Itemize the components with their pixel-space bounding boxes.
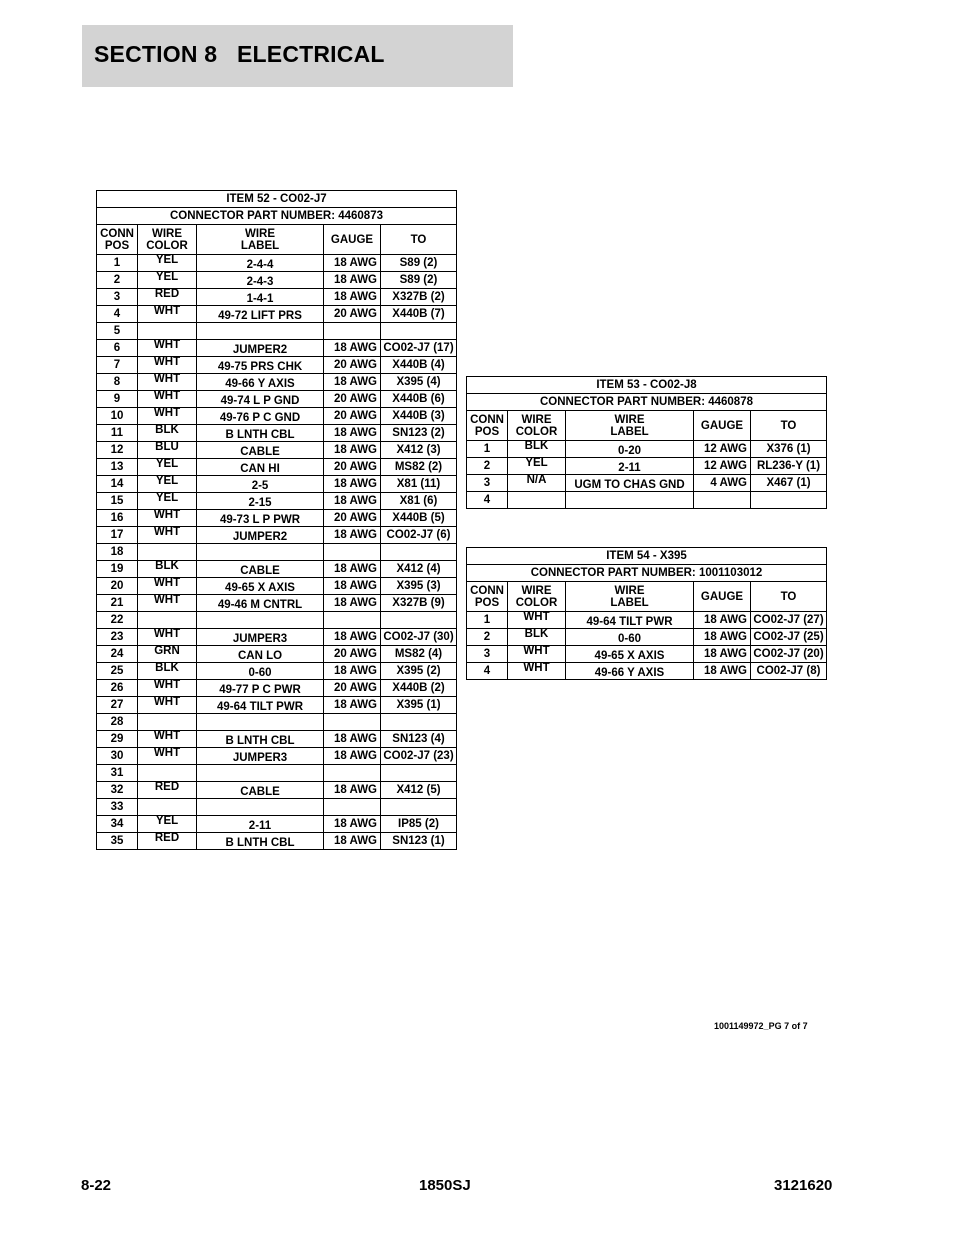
wire-label-cell: 0-60 [566, 629, 694, 646]
connector-table-item-54 [466, 547, 827, 680]
header-to: TO [381, 225, 457, 255]
to-cell: IP85 (2) [381, 816, 457, 833]
gauge-cell: 18 AWG [324, 697, 381, 714]
table-row [97, 442, 457, 459]
table-row [97, 306, 457, 323]
wire-label-cell: B LNTH CBL [197, 833, 324, 850]
gauge-cell [324, 544, 381, 561]
table-row [97, 748, 457, 765]
wire-label-cell: 2-11 [566, 458, 694, 475]
conn-pos-cell: 13 [97, 459, 138, 476]
gauge-cell [694, 492, 751, 509]
wire-label-cell: 49-64 TILT PWR [566, 612, 694, 629]
gauge-cell: 18 AWG [324, 748, 381, 765]
table-row [97, 510, 457, 527]
wire-label-cell: 49-75 PRS CHK [197, 357, 324, 374]
wire-label-cell: 49-66 Y AXIS [197, 374, 324, 391]
gauge-cell [324, 323, 381, 340]
wire-color-cell: BLK [138, 425, 197, 442]
conn-pos-cell: 23 [97, 629, 138, 646]
table-row [97, 340, 457, 357]
wire-label-cell [197, 714, 324, 731]
conn-pos-cell: 11 [97, 425, 138, 442]
conn-pos-cell: 18 [97, 544, 138, 561]
to-cell: X395 (2) [381, 663, 457, 680]
wire-color-cell [138, 323, 197, 340]
wire-label-cell: 2-4-4 [197, 255, 324, 272]
conn-pos-cell: 27 [97, 697, 138, 714]
table-row [97, 816, 457, 833]
table-row [97, 459, 457, 476]
conn-pos-cell: 34 [97, 816, 138, 833]
conn-pos-cell: 29 [97, 731, 138, 748]
to-cell: S89 (2) [381, 272, 457, 289]
wire-label-cell: CABLE [197, 782, 324, 799]
table-row [97, 374, 457, 391]
conn-pos-cell: 17 [97, 527, 138, 544]
table-row [97, 680, 457, 697]
to-cell: X327B (2) [381, 289, 457, 306]
to-cell: X440B (7) [381, 306, 457, 323]
wire-color-cell: WHT [508, 663, 566, 680]
table-row [97, 646, 457, 663]
wire-color-cell: YEL [138, 476, 197, 493]
part-number: CONNECTOR PART NUMBER: 1001103012 [467, 565, 827, 582]
wire-label-cell [197, 323, 324, 340]
section-header [82, 25, 513, 87]
to-cell: X440B (2) [381, 680, 457, 697]
gauge-cell: 18 AWG [324, 374, 381, 391]
gauge-cell [324, 765, 381, 782]
gauge-cell: 18 AWG [694, 612, 751, 629]
to-cell: X440B (5) [381, 510, 457, 527]
wire-label-cell [197, 544, 324, 561]
wire-color-cell: WHT [508, 646, 566, 663]
conn-pos-cell: 25 [97, 663, 138, 680]
conn-pos-cell: 4 [467, 663, 508, 680]
wire-label-cell: 49-65 X AXIS [197, 578, 324, 595]
table-row [97, 833, 457, 850]
gauge-cell: 18 AWG [324, 476, 381, 493]
gauge-cell [324, 714, 381, 731]
table-row [97, 272, 457, 289]
wire-label-cell: CABLE [197, 561, 324, 578]
gauge-cell: 20 AWG [324, 510, 381, 527]
header-to: TO [751, 582, 827, 612]
conn-pos-cell: 33 [97, 799, 138, 816]
gauge-cell: 18 AWG [324, 595, 381, 612]
table-row [97, 391, 457, 408]
table-row [97, 765, 457, 782]
gauge-cell: 18 AWG [324, 731, 381, 748]
table-row [467, 646, 827, 663]
wire-color-cell [138, 765, 197, 782]
gauge-cell: 18 AWG [324, 340, 381, 357]
to-cell: CO02-J7 (17) [381, 340, 457, 357]
gauge-cell [324, 799, 381, 816]
wire-color-cell: WHT [138, 578, 197, 595]
wire-label-cell: 2-15 [197, 493, 324, 510]
to-cell [381, 765, 457, 782]
table-row [97, 323, 457, 340]
gauge-cell: 18 AWG [324, 527, 381, 544]
wire-color-cell: GRN [138, 646, 197, 663]
drawing-reference: 1001149972_PG 7 of 7 [714, 1021, 808, 1031]
footer-model: 1850SJ [419, 1177, 471, 1194]
conn-pos-cell: 14 [97, 476, 138, 493]
conn-pos-cell: 1 [467, 612, 508, 629]
conn-pos-cell: 2 [467, 629, 508, 646]
to-cell [381, 544, 457, 561]
gauge-cell: 18 AWG [694, 646, 751, 663]
conn-pos-cell: 35 [97, 833, 138, 850]
header-gauge: GAUGE [694, 582, 751, 612]
conn-pos-cell: 6 [97, 340, 138, 357]
wire-label-cell: 2-4-3 [197, 272, 324, 289]
conn-pos-cell: 28 [97, 714, 138, 731]
gauge-cell: 20 AWG [324, 357, 381, 374]
part-number: CONNECTOR PART NUMBER: 4460878 [467, 394, 827, 411]
header-to: TO [751, 411, 827, 441]
to-cell: CO02-J7 (20) [751, 646, 827, 663]
gauge-cell: 18 AWG [694, 663, 751, 680]
gauge-cell: 18 AWG [324, 578, 381, 595]
wire-label-cell [566, 492, 694, 509]
conn-pos-cell: 22 [97, 612, 138, 629]
conn-pos-cell: 26 [97, 680, 138, 697]
table-row [97, 357, 457, 374]
wire-label-cell: 0-60 [197, 663, 324, 680]
table-row [97, 595, 457, 612]
conn-pos-cell: 10 [97, 408, 138, 425]
wire-color-cell: WHT [138, 680, 197, 697]
wire-label-cell [197, 612, 324, 629]
to-cell [751, 492, 827, 509]
wire-color-cell: N/A [508, 475, 566, 492]
footer-page-number: 8-22 [81, 1177, 112, 1194]
conn-pos-cell: 31 [97, 765, 138, 782]
footer-doc-number: 3121620 [774, 1177, 833, 1194]
to-cell [381, 799, 457, 816]
gauge-cell: 18 AWG [324, 255, 381, 272]
to-cell [381, 612, 457, 629]
wire-color-cell: YEL [508, 458, 566, 475]
to-cell: CO02-J7 (30) [381, 629, 457, 646]
table-row [97, 476, 457, 493]
gauge-cell: 18 AWG [324, 425, 381, 442]
wire-color-cell: WHT [138, 697, 197, 714]
wire-label-cell: 1-4-1 [197, 289, 324, 306]
table-row [97, 408, 457, 425]
wire-color-cell [508, 492, 566, 509]
conn-pos-cell: 3 [97, 289, 138, 306]
gauge-cell: 18 AWG [324, 289, 381, 306]
wire-color-cell: WHT [138, 629, 197, 646]
wire-color-cell [138, 544, 197, 561]
header-conn-pos: CONN POS [467, 411, 508, 441]
wire-label-cell: JUMPER2 [197, 527, 324, 544]
header-gauge: GAUGE [694, 411, 751, 441]
gauge-cell: 18 AWG [324, 629, 381, 646]
table-row [97, 425, 457, 442]
gauge-cell: 18 AWG [324, 442, 381, 459]
to-cell: CO02-J7 (23) [381, 748, 457, 765]
to-cell: X81 (6) [381, 493, 457, 510]
table-row [97, 629, 457, 646]
table-row [97, 663, 457, 680]
table-title: ITEM 54 - X395 [467, 548, 827, 565]
wire-color-cell: WHT [138, 340, 197, 357]
to-cell: X412 (4) [381, 561, 457, 578]
wire-label-cell: B LNTH CBL [197, 425, 324, 442]
to-cell [381, 323, 457, 340]
wire-label-cell: 2-5 [197, 476, 324, 493]
wire-color-cell: WHT [508, 612, 566, 629]
conn-pos-cell: 8 [97, 374, 138, 391]
table-row [97, 782, 457, 799]
conn-pos-cell: 32 [97, 782, 138, 799]
conn-pos-cell: 2 [467, 458, 508, 475]
wire-color-cell: WHT [138, 408, 197, 425]
conn-pos-cell: 7 [97, 357, 138, 374]
wire-label-cell: 49-72 LIFT PRS [197, 306, 324, 323]
section-title: SECTION 8 ELECTRICAL [94, 41, 385, 67]
to-cell: CO02-J7 (25) [751, 629, 827, 646]
wire-color-cell: WHT [138, 391, 197, 408]
to-cell: SN123 (2) [381, 425, 457, 442]
conn-pos-cell: 19 [97, 561, 138, 578]
wire-color-cell: BLK [138, 561, 197, 578]
wire-color-cell: YEL [138, 272, 197, 289]
table-row [467, 492, 827, 509]
wire-color-cell: BLK [508, 629, 566, 646]
gauge-cell: 12 AWG [694, 441, 751, 458]
to-cell: X376 (1) [751, 441, 827, 458]
gauge-cell: 18 AWG [324, 663, 381, 680]
conn-pos-cell: 4 [467, 492, 508, 509]
to-cell: X81 (11) [381, 476, 457, 493]
header-wire-color: WIRE COLOR [508, 411, 566, 441]
to-cell: X440B (6) [381, 391, 457, 408]
conn-pos-cell: 20 [97, 578, 138, 595]
wire-color-cell: WHT [138, 731, 197, 748]
wire-color-cell: WHT [138, 527, 197, 544]
table-row [97, 561, 457, 578]
wire-color-cell: WHT [138, 357, 197, 374]
header-wire-label: WIRE LABEL [197, 225, 324, 255]
header-wire-label: WIRE LABEL [566, 582, 694, 612]
gauge-cell: 18 AWG [324, 493, 381, 510]
wire-color-cell: BLK [138, 663, 197, 680]
wire-color-cell: YEL [138, 816, 197, 833]
wire-label-cell: 49-65 X AXIS [566, 646, 694, 663]
to-cell: X395 (3) [381, 578, 457, 595]
to-cell: SN123 (4) [381, 731, 457, 748]
header-conn-pos: CONN POS [97, 225, 138, 255]
wire-color-cell: RED [138, 833, 197, 850]
table-row [97, 731, 457, 748]
wire-color-cell: YEL [138, 493, 197, 510]
to-cell: MS82 (2) [381, 459, 457, 476]
wire-label-cell: JUMPER3 [197, 748, 324, 765]
gauge-cell: 20 AWG [324, 680, 381, 697]
wire-color-cell: WHT [138, 374, 197, 391]
conn-pos-cell: 16 [97, 510, 138, 527]
gauge-cell: 20 AWG [324, 408, 381, 425]
conn-pos-cell: 3 [467, 475, 508, 492]
wire-color-cell [138, 714, 197, 731]
wire-color-cell: BLU [138, 442, 197, 459]
to-cell: X467 (1) [751, 475, 827, 492]
wire-label-cell: 49-46 M CNTRL [197, 595, 324, 612]
to-cell: SN123 (1) [381, 833, 457, 850]
table-row [467, 629, 827, 646]
header-wire-color: WIRE COLOR [138, 225, 197, 255]
to-cell: X440B (3) [381, 408, 457, 425]
table-row [97, 578, 457, 595]
table-row [97, 544, 457, 561]
table-row [467, 663, 827, 680]
gauge-cell: 20 AWG [324, 306, 381, 323]
connector-table-item-53 [466, 376, 827, 509]
wire-color-cell: WHT [138, 510, 197, 527]
table-row [97, 289, 457, 306]
to-cell: CO02-J7 (27) [751, 612, 827, 629]
wire-label-cell: CAN LO [197, 646, 324, 663]
table-row [97, 527, 457, 544]
wire-color-cell: WHT [138, 748, 197, 765]
table-row [467, 441, 827, 458]
table-row [467, 475, 827, 492]
to-cell: S89 (2) [381, 255, 457, 272]
wire-label-cell: CAN HI [197, 459, 324, 476]
wire-label-cell: JUMPER2 [197, 340, 324, 357]
wire-label-cell: CABLE [197, 442, 324, 459]
to-cell: MS82 (4) [381, 646, 457, 663]
connector-table-item-52 [96, 190, 457, 850]
gauge-cell: 18 AWG [324, 782, 381, 799]
conn-pos-cell: 1 [467, 441, 508, 458]
table-row [467, 458, 827, 475]
gauge-cell [324, 612, 381, 629]
to-cell: CO02-J7 (6) [381, 527, 457, 544]
to-cell: X395 (1) [381, 697, 457, 714]
wire-label-cell: 49-77 P C PWR [197, 680, 324, 697]
table-row [97, 697, 457, 714]
gauge-cell: 12 AWG [694, 458, 751, 475]
gauge-cell: 18 AWG [324, 561, 381, 578]
conn-pos-cell: 5 [97, 323, 138, 340]
to-cell: CO02-J7 (8) [751, 663, 827, 680]
conn-pos-cell: 2 [97, 272, 138, 289]
table-row [97, 612, 457, 629]
wire-label-cell: 2-11 [197, 816, 324, 833]
wire-color-cell: WHT [138, 306, 197, 323]
wire-label-cell [197, 799, 324, 816]
gauge-cell: 4 AWG [694, 475, 751, 492]
to-cell: X412 (3) [381, 442, 457, 459]
wire-color-cell [138, 799, 197, 816]
gauge-cell: 18 AWG [324, 816, 381, 833]
header-wire-label: WIRE LABEL [566, 411, 694, 441]
header-wire-color: WIRE COLOR [508, 582, 566, 612]
wire-label-cell: 49-73 L P PWR [197, 510, 324, 527]
to-cell: X395 (4) [381, 374, 457, 391]
gauge-cell: 20 AWG [324, 459, 381, 476]
gauge-cell: 18 AWG [694, 629, 751, 646]
table-title: ITEM 52 - CO02-J7 [97, 191, 457, 208]
table-title: ITEM 53 - CO02-J8 [467, 377, 827, 394]
wire-label-cell: B LNTH CBL [197, 731, 324, 748]
table-row [97, 493, 457, 510]
conn-pos-cell: 4 [97, 306, 138, 323]
conn-pos-cell: 30 [97, 748, 138, 765]
conn-pos-cell: 12 [97, 442, 138, 459]
table-row [97, 714, 457, 731]
header-conn-pos: CONN POS [467, 582, 508, 612]
gauge-cell: 18 AWG [324, 833, 381, 850]
wire-label-cell [197, 765, 324, 782]
conn-pos-cell: 1 [97, 255, 138, 272]
wire-label-cell: UGM TO CHAS GND [566, 475, 694, 492]
to-cell: X440B (4) [381, 357, 457, 374]
wire-color-cell: YEL [138, 459, 197, 476]
to-cell: X327B (9) [381, 595, 457, 612]
wire-color-cell: RED [138, 289, 197, 306]
wire-color-cell: YEL [138, 255, 197, 272]
gauge-cell: 18 AWG [324, 272, 381, 289]
wire-color-cell [138, 612, 197, 629]
conn-pos-cell: 21 [97, 595, 138, 612]
table-row [467, 612, 827, 629]
conn-pos-cell: 15 [97, 493, 138, 510]
to-cell: RL236-Y (1) [751, 458, 827, 475]
to-cell: X412 (5) [381, 782, 457, 799]
conn-pos-cell: 3 [467, 646, 508, 663]
conn-pos-cell: 24 [97, 646, 138, 663]
gauge-cell: 20 AWG [324, 646, 381, 663]
wire-color-cell: BLK [508, 441, 566, 458]
header-gauge: GAUGE [324, 225, 381, 255]
wire-color-cell: WHT [138, 595, 197, 612]
wire-label-cell: 49-74 L P GND [197, 391, 324, 408]
gauge-cell: 20 AWG [324, 391, 381, 408]
wire-label-cell: 49-76 P C GND [197, 408, 324, 425]
part-number: CONNECTOR PART NUMBER: 4460873 [97, 208, 457, 225]
conn-pos-cell: 9 [97, 391, 138, 408]
wire-label-cell: 49-66 Y AXIS [566, 663, 694, 680]
wire-label-cell: 0-20 [566, 441, 694, 458]
table-row [97, 255, 457, 272]
table-row [97, 799, 457, 816]
wire-label-cell: JUMPER3 [197, 629, 324, 646]
wire-color-cell: RED [138, 782, 197, 799]
to-cell [381, 714, 457, 731]
wire-label-cell: 49-64 TILT PWR [197, 697, 324, 714]
